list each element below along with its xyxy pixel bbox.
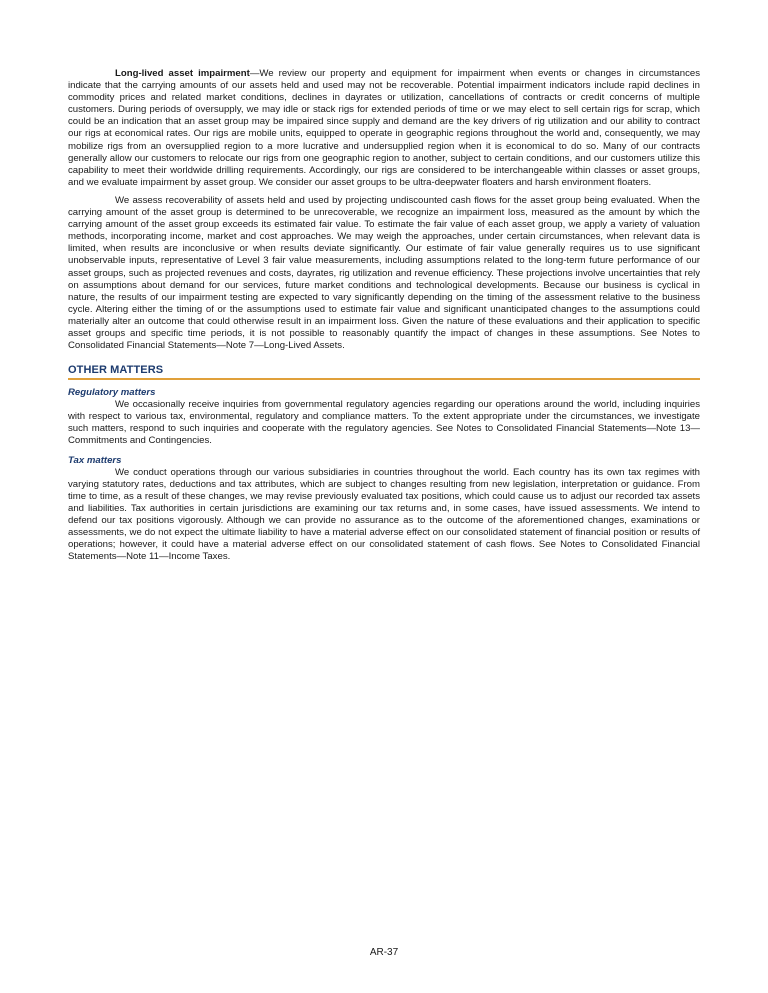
- impairment-paragraph-1: [68, 68, 700, 189]
- impairment-lead-heading: Long-lived asset impairment: [115, 68, 250, 79]
- other-matters-heading: OTHER MATTERS: [68, 364, 700, 380]
- regulatory-matters-paragraph: We occasionally receive inquiries from governmental regulatory agencies regarding our operations around the world, including inquiries with respect to various tax, environmental, regulatory and compliance matters. To the extent appropriate under the circumstances, we investigate such matters, respond to such inquiries and cooperate with the regulatory agencies. See Notes to Consolidated Financial Statements—Note 13—Commitments and Contingencies.: [68, 399, 700, 447]
- page-number: AR-37: [369, 947, 399, 958]
- tax-matters-paragraph: We conduct operations through our various subsidiaries in countries throughout the world. Each country has its own tax regimes with varying statutory rates, deductions and tax attributes, which are subject to changes resulting from new legislation, interpretation or guidance. From time to time, as a result of these changes, we may revise previously evaluated tax positions, which could cause us to adjust our recorded tax assets and liabilities. Tax authorities in certain jurisdictions are examining our tax returns and, in some cases, have issued assessments. We intend to defend our tax positions vigorously. Although we can provide no assurance as to the outcome of the aforementioned changes, examinations or assessments, we do not expect the ultimate liability to have a material adverse effect on our consolidated statement of financial position or results of operations; however, it could have a material adverse effect on our consolidated statement of cash flows. See Notes to Consolidated Financial Statements—Note 11—Income Taxes.: [68, 466, 700, 563]
- impairment-paragraph-1-text: —We review our property and equipment for impairment when events or changes in circumstances indicate that the carrying amounts of our assets held and used may not be recoverable. Potential impairment indicators include rapid declines in commodity prices and related market conditions, declines in dayrates or utilization, cancellations of contracts or credit concerns of multiple customers. During periods of oversupply, we may idle or stack rigs for extended periods of time or we may elect to sell certain rigs for scrap, which could be an indication that an asset group may be impaired since supply and demand are the key drivers of rig utilization and our ability to contract our rigs at economical rates. Our rigs are mobile units, equipped to operate in geographic regions throughout the world and, consequently, we may mobilize rigs from an oversupplied region to a more lucrative and undersupplied region when it is economical to do so. Many of our contracts generally allow our customers to relocate our rigs from one geographic region to another, subject to certain conditions, and our customers utilize this capability to meet their worldwide drilling requirements. Accordingly, our rigs are considered to be interchangeable within classes or asset groups, and we evaluate impairment by asset group. We consider our asset groups to be ultra-deepwater floaters and harsh environment floaters.: [68, 68, 701, 188]
- impairment-paragraph-2: We assess recoverability of assets held and used by projecting undiscounted cash flows for the asset group being evaluated. When the carrying amount of the asset group is determined to be unrecoverable, we recognize an impairment loss, measured as the amount by which the carrying amount of the asset group exceeds its estimated fair value. To estimate the fair value of each asset group, we apply a variety of valuation methods, incorporating income, market and cost approaches. We may weigh the approaches, under certain circumstances, when relevant data is limited, when results are inconclusive or when results deviate significantly. Our estimate of fair value generally requires us to use significant unobservable inputs, representative of Level 3 fair value measurements, including assumptions related to the long-term future performance of our asset groups, such as projected revenues and costs, dayrates, rig utilization and revenue efficiency. These projections involve uncertainties that rely on assumptions about demand for our services, future market conditions and technological developments. Because our business is cyclical in nature, the results of our impairment testing are expected to vary significantly depending on the timing of the assessment relative to the business cycle. Altering either the timing of or the assumptions used to estimate fair value and significant unanticipated changes to the assumptions could materially alter an outcome that could otherwise result in an impairment loss. Given the nature of these evaluations and their application to specific asset groups and specific time periods, it is not possible to reasonably quantify the impact of changes in these assumptions. See Notes to Consolidated Financial Statements—Note 7—Long-Lived Assets.: [68, 194, 700, 352]
- regulatory-matters-heading: Regulatory matters: [68, 387, 156, 399]
- document-page: [68, 68, 700, 563]
- tax-matters-heading: Tax matters: [68, 454, 122, 466]
